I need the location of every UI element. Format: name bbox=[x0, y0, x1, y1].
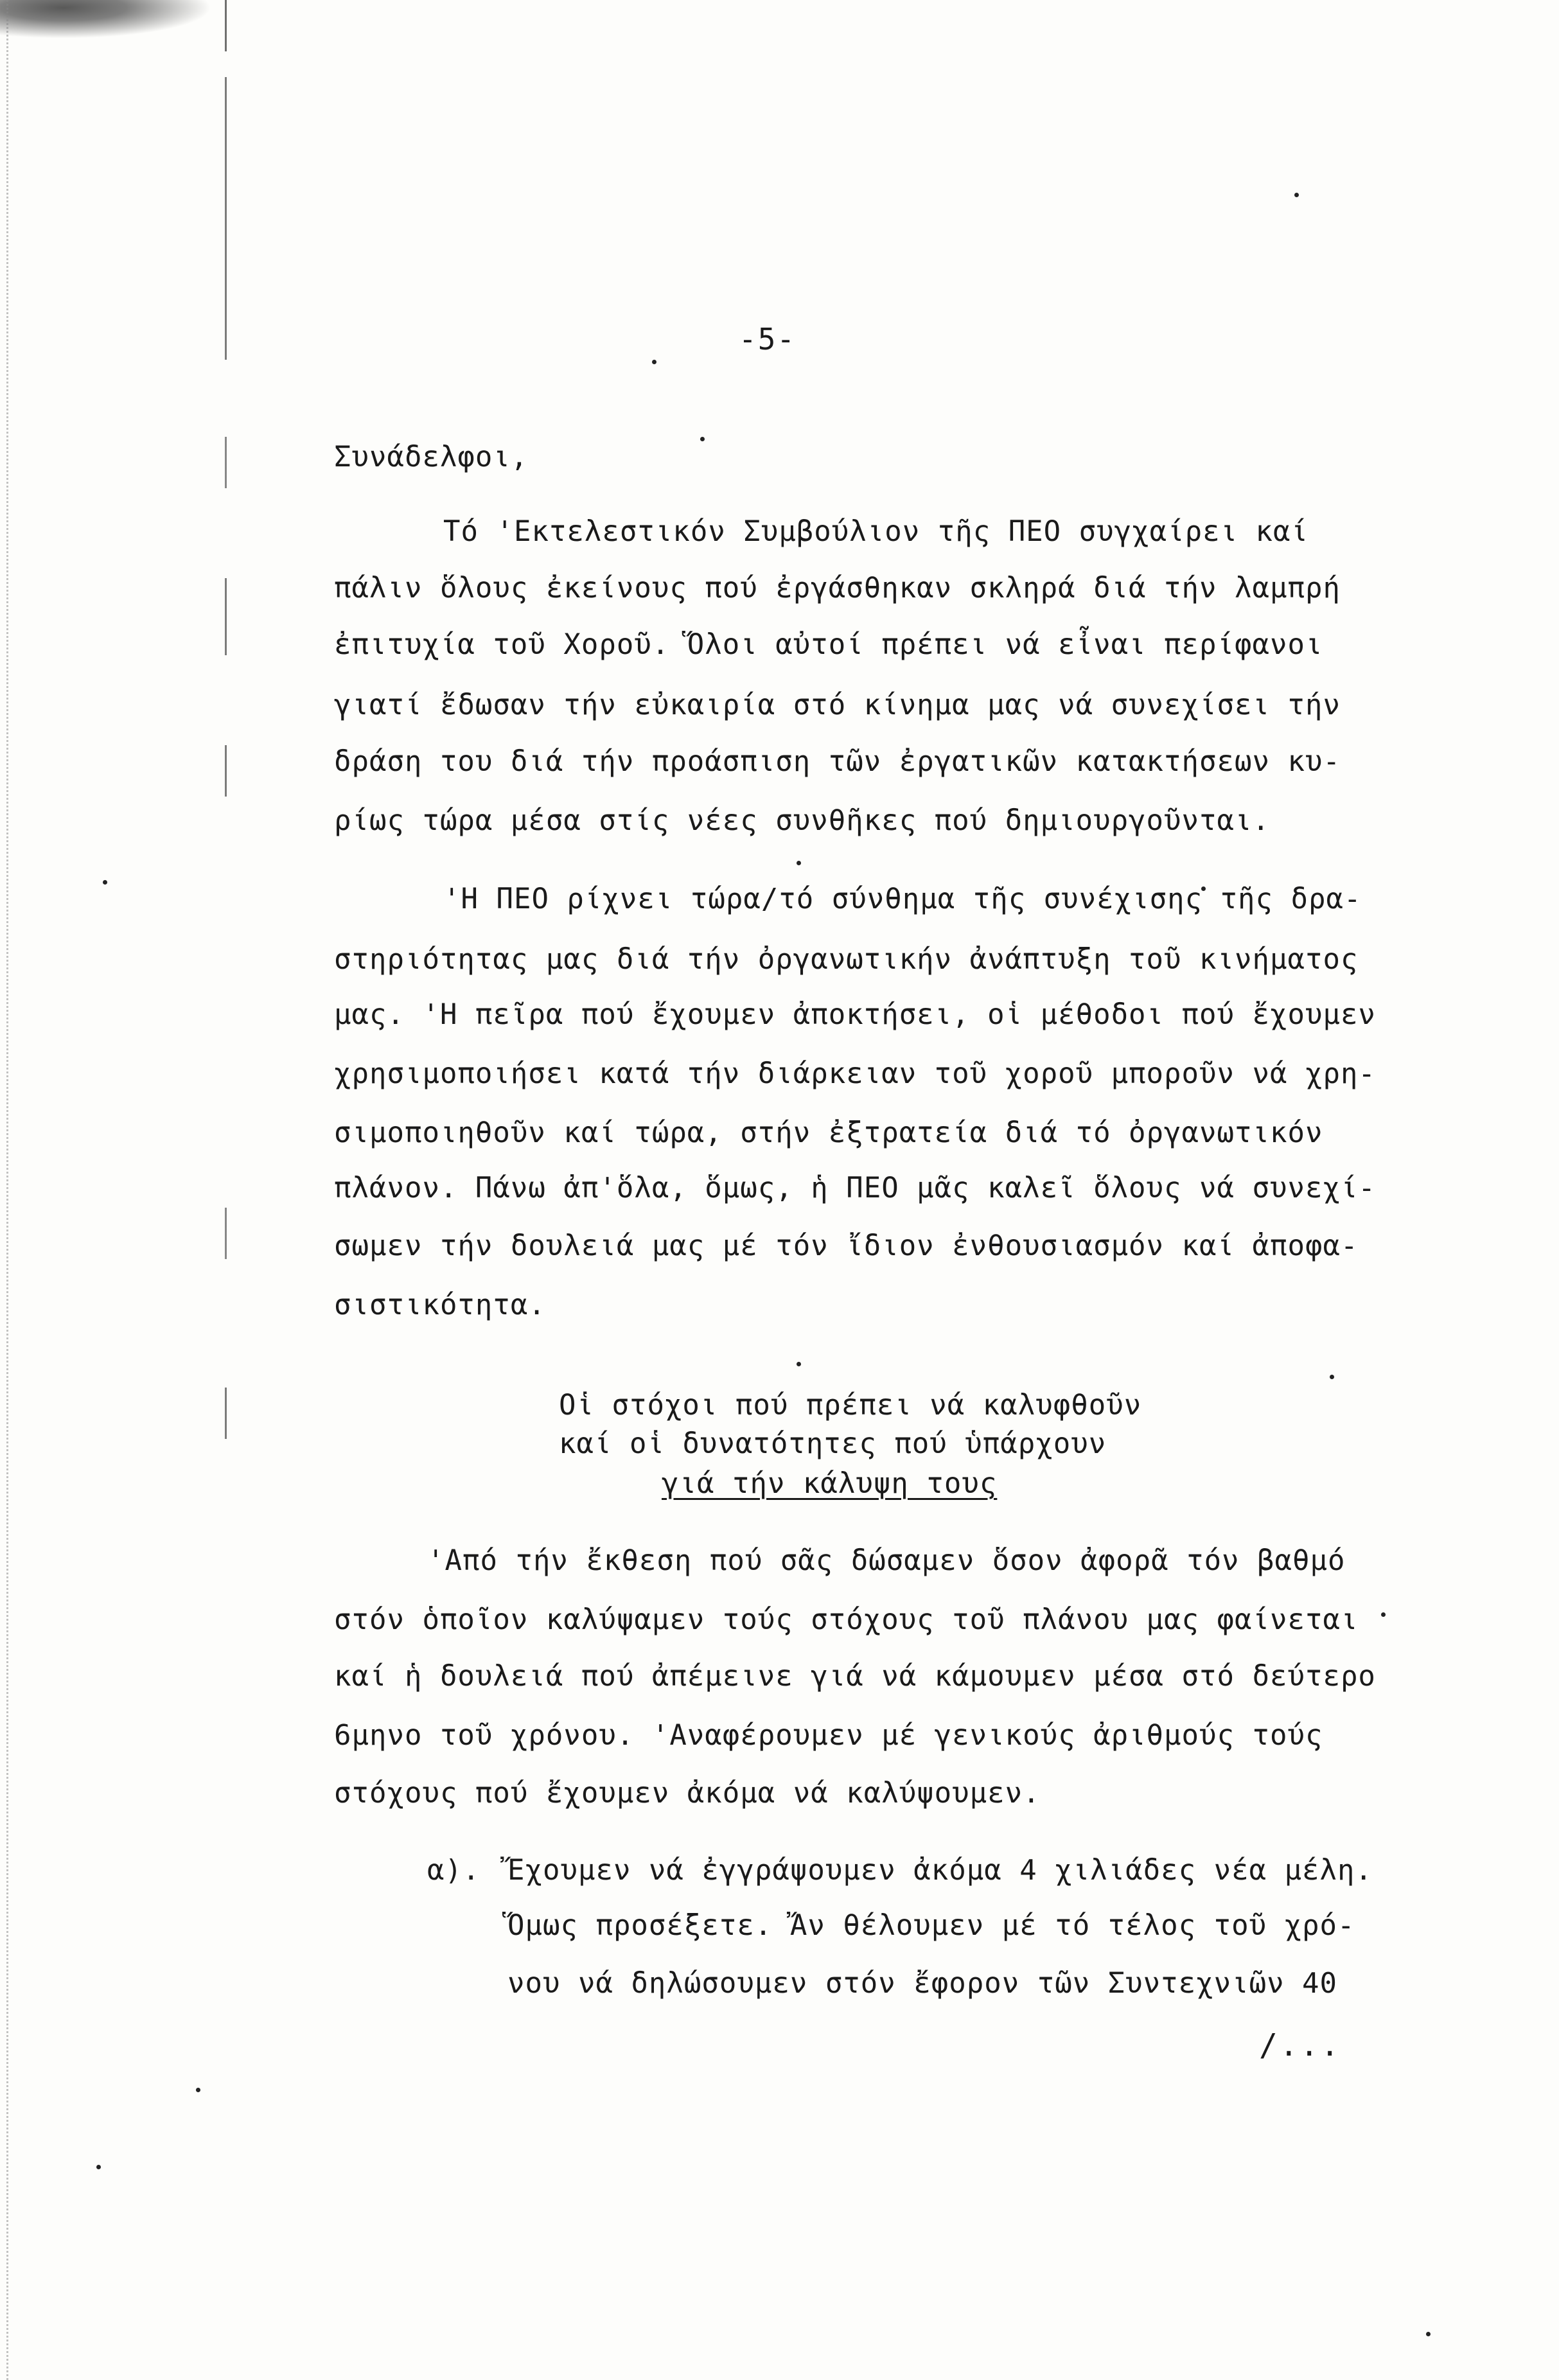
scan-speck bbox=[797, 1362, 801, 1366]
list-item-line: Ἔχουμεν νά ἐγγράψουμεν ἀκόμα 4 χιλιάδες νέα μέλη. bbox=[507, 1854, 1373, 1887]
list-item-line: νου νά δηλώσουμεν στόν ἔφορον τῶν Συντεχνιῶν 40 bbox=[507, 1967, 1338, 2000]
paragraph-1-line: πάλιν ὅλους ἐκείνους πού ἐργάσθηκαν σκληρά διά τήν λαμπρή bbox=[334, 572, 1341, 604]
paragraph-2-line: σωμεν τήν δουλειά μας μέ τόν ἴδιον ἐνθουσιασμόν καί ἀποφα- bbox=[334, 1230, 1359, 1262]
scan-speck bbox=[1381, 1612, 1386, 1617]
list-item-marker: α). bbox=[427, 1854, 480, 1887]
scan-speck bbox=[1426, 2332, 1431, 2336]
scan-speck bbox=[103, 880, 107, 885]
list-item-line: Ὅμως προσέξετε. Ἄν θέλουμεν μέ τό τέλος τοῦ χρό- bbox=[507, 1909, 1355, 1942]
section-heading-line-3: γιά τήν κάλυψη τους bbox=[662, 1467, 998, 1500]
scan-artifact-margin-line bbox=[225, 0, 227, 2380]
scan-speck bbox=[96, 2165, 101, 2169]
paragraph-3-line: στόχους πού ἔχουμεν ἀκόμα νά καλύψουμεν. bbox=[334, 1777, 1041, 1810]
paragraph-1-line: δράση του διά τήν προάσπιση τῶν ἐργατικῶν κατακτήσεων κυ- bbox=[334, 745, 1341, 778]
section-heading-line-2: καί οἱ δυνατότητες πού ὑπάρχουν bbox=[559, 1427, 1107, 1460]
paragraph-2-line: πλάνον. Πάνω ἀπ'ὅλα, ὅμως, ἡ ΠΕΟ μᾶς καλεῖ ὅλους νά συνεχί- bbox=[334, 1172, 1376, 1204]
scan-speck bbox=[652, 360, 656, 364]
paragraph-2-line: χρησιμοποιήσει κατά τήν διάρκειαν τοῦ χοροῦ μποροῦν νά χρη- bbox=[334, 1057, 1376, 1090]
continuation-mark: /... bbox=[1259, 2027, 1341, 2063]
scan-speck bbox=[797, 861, 801, 865]
page-number: -5- bbox=[739, 322, 797, 357]
paragraph-2-line: μας. 'Η πεῖρα πού ἔχουμεν ἀποκτήσει, οἱ μέθοδοι πού ἔχουμεν bbox=[334, 998, 1376, 1031]
scan-artifact-corner bbox=[0, 0, 212, 39]
salutation: Συνάδελφοι, bbox=[334, 441, 529, 473]
paragraph-2-line: σιστικότητα. bbox=[334, 1289, 546, 1321]
paragraph-3-line: στόν ὁποῖον καλύψαμεν τούς στόχους τοῦ πλάνου μας φαίνεται bbox=[334, 1603, 1359, 1636]
paragraph-3-line: 'Από τήν ἔκθεση πού σᾶς δώσαμεν ὅσον ἀφορᾶ τόν βαθμό bbox=[427, 1544, 1346, 1577]
paragraph-3-line: καί ἡ δουλειά πού ἀπέμεινε γιά νά κάμουμεν μέσα στό δεύτερο bbox=[334, 1660, 1376, 1693]
paragraph-3-line: 6μηνο τοῦ χρόνου. 'Αναφέρουμεν μέ γενικούς ἀριθμούς τούς bbox=[334, 1719, 1323, 1752]
scan-speck bbox=[1294, 193, 1299, 197]
paragraph-2-line: 'Η ΠΕΟ ρίχνει τώρα/τό σύνθημα τῆς συνέχισης τῆς δρα- bbox=[443, 883, 1362, 915]
paragraph-2-line: σιμοποιηθοῦν καί τώρα, στήν ἐξτρατεία διά τό ὀργανωτικόν bbox=[334, 1116, 1323, 1149]
paragraph-1-line: γιατί ἔδωσαν τήν εὐκαιρία στό κίνημα μας νά συνεχίσει τήν bbox=[334, 689, 1341, 721]
paragraph-2-line: στηριότητας μας διά τήν ὀργανωτικήν ἀνάπτυξη τοῦ κινήματος bbox=[334, 943, 1359, 976]
section-heading-line-1: Οἱ στόχοι πού πρέπει νά καλυφθοῦν bbox=[559, 1389, 1142, 1422]
paragraph-1-line: Τό 'Εκτελεστικόν Συμβούλιον τῆς ΠΕΟ συγχαίρει καί bbox=[443, 515, 1309, 548]
paragraph-1-line: ἐπιτυχία τοῦ Χοροῦ. Ὅλοι αὐτοί πρέπει νά εἶναι περίφανοι bbox=[334, 628, 1323, 661]
paragraph-1-line: ρίως τώρα μέσα στίς νέες συνθῆκες πού δημιουργοῦνται. bbox=[334, 804, 1270, 837]
scan-speck bbox=[700, 437, 705, 441]
scan-speck bbox=[1330, 1375, 1334, 1379]
scan-speck bbox=[196, 2088, 200, 2092]
scan-artifact-left-edge bbox=[6, 0, 12, 2380]
